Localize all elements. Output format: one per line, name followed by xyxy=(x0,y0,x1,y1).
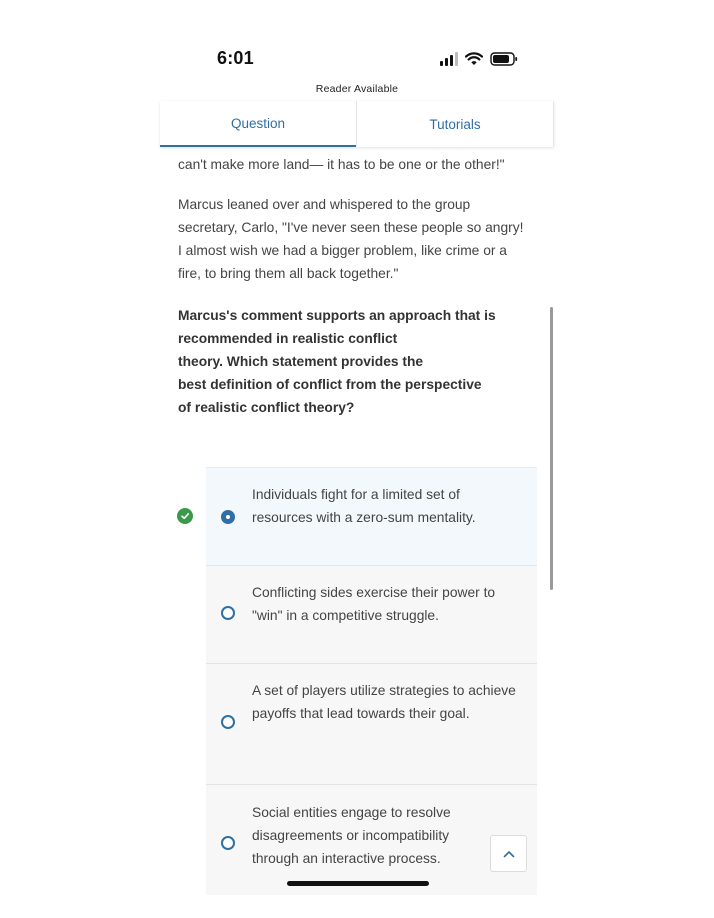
answer-option-text: Social entities engage to resolve disagreements or incompatibility through an interactive process. xyxy=(252,805,451,866)
answer-option-text: Conflicting sides exercise their power to "win" in a competitive struggle. xyxy=(252,585,496,623)
back-to-top-button[interactable] xyxy=(490,835,527,872)
question-prompt-line: theory. Which statement provides the xyxy=(178,354,424,369)
tab-bar xyxy=(160,101,554,147)
check-circle-icon xyxy=(177,508,193,524)
question-prompt xyxy=(178,304,528,419)
passage-paragraph: Marcus leaned over and whispered to the group secretary, Carlo, "I've never seen these people so angry! I almost wish we had a bigger problem, like crime or a fire, to bring them all back together." xyxy=(178,197,524,281)
answer-option[interactable] xyxy=(206,664,537,785)
passage-paragraph: can't make more land— it has to be one or the other!" xyxy=(178,157,505,172)
answer-option[interactable] xyxy=(206,467,537,566)
radio-icon[interactable] xyxy=(221,715,235,729)
radio-icon[interactable] xyxy=(221,836,235,850)
status-icons xyxy=(440,50,518,68)
question-content xyxy=(178,150,528,419)
answer-options xyxy=(206,467,537,895)
radio-selected-icon[interactable] xyxy=(221,510,235,524)
tab-tutorials[interactable]: Tutorials xyxy=(356,101,554,147)
question-prompt-line: best definition of conflict from the perspective xyxy=(178,377,482,392)
radio-icon[interactable] xyxy=(221,606,235,620)
question-prompt-line: recommended in realistic conflict xyxy=(178,331,398,346)
scrollbar[interactable] xyxy=(550,307,553,590)
cellular-signal-icon xyxy=(440,52,458,66)
status-time: 6:01 xyxy=(217,48,254,68)
chevron-up-icon xyxy=(503,850,515,858)
battery-icon xyxy=(490,52,518,66)
answer-option-text: A set of players utilize strategies to achieve payoffs that lead towards their goal. xyxy=(252,683,516,721)
tab-question[interactable]: Question xyxy=(160,101,356,147)
wifi-icon xyxy=(465,52,483,66)
answer-option-text: Individuals fight for a limited set of resources with a zero-sum mentality. xyxy=(252,487,476,525)
question-prompt-line: of realistic conflict theory? xyxy=(178,400,355,415)
question-prompt-line: Marcus's comment supports an approach that is xyxy=(178,308,496,323)
answer-option[interactable] xyxy=(206,785,537,895)
answer-option[interactable] xyxy=(206,566,537,664)
home-indicator[interactable] xyxy=(287,881,429,886)
reader-available-label[interactable]: Reader Available xyxy=(315,83,399,95)
